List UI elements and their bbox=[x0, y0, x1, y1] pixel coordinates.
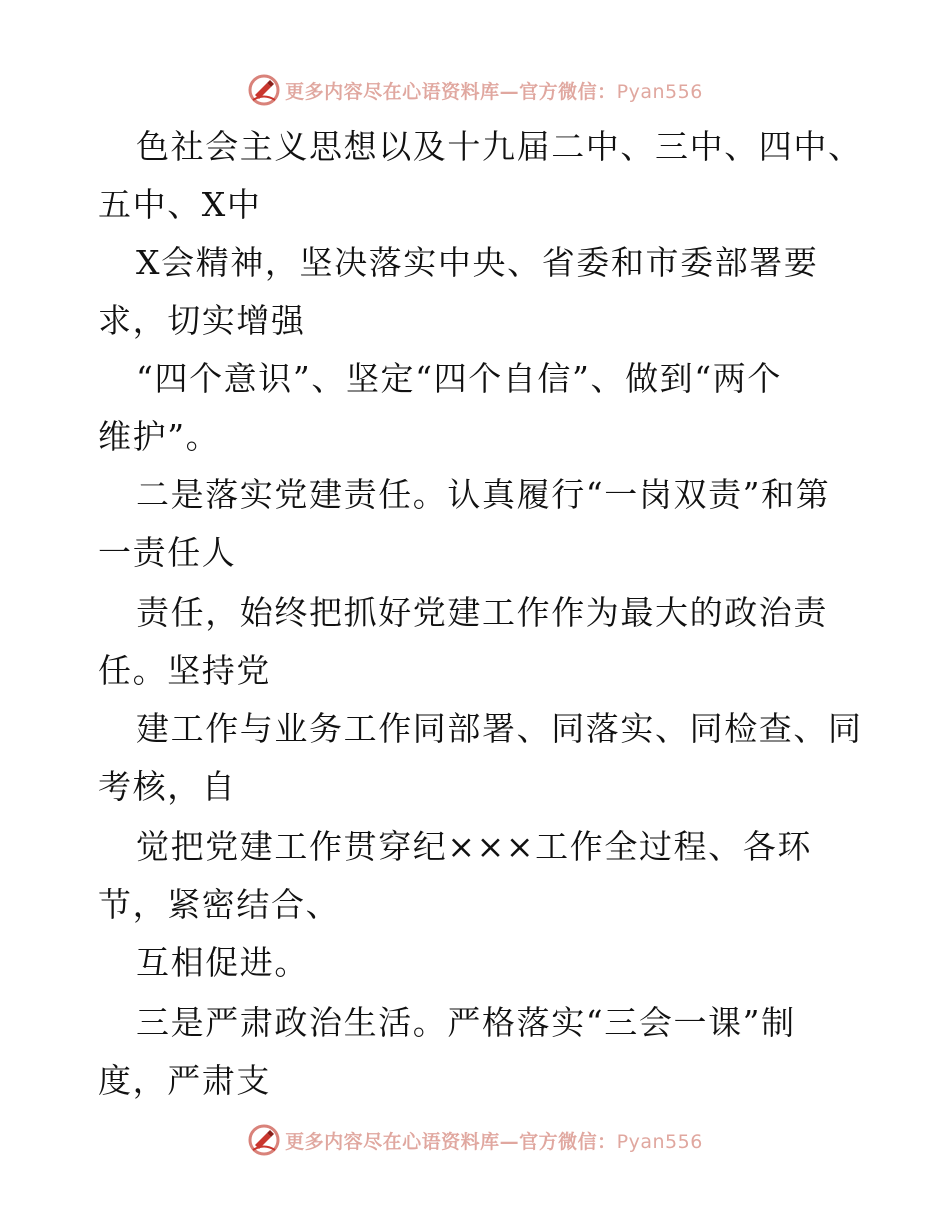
watermark-text: 更多内容尽在心语资料库—官方微信：Pyan556 bbox=[285, 80, 703, 103]
text-line: 五中、X中 bbox=[98, 185, 262, 224]
text-line: 度，严肃支 bbox=[98, 1061, 271, 1100]
text-line: X会精神，坚决落实中央、省委和市委部署要 bbox=[136, 243, 819, 282]
text-line: 一责任人 bbox=[98, 533, 237, 572]
text-line: 任。坚持党 bbox=[98, 651, 271, 690]
text-line: 觉把党建工作贯穿纪×××工作全过程、各环 bbox=[136, 827, 812, 866]
watermark-text: 更多内容尽在心语资料库—官方微信：Pyan556 bbox=[285, 1130, 703, 1153]
text-line: 互相促进。 bbox=[136, 943, 309, 982]
text-line: 考核，自 bbox=[98, 767, 237, 806]
book-pen-logo-icon bbox=[247, 1123, 281, 1157]
book-pen-logo-icon bbox=[247, 73, 281, 107]
text-line: 求，切实增强 bbox=[98, 301, 306, 340]
text-line: 责任，始终把抓好党建工作作为最大的政治责 bbox=[136, 593, 828, 632]
text-line: 节，紧密结合、 bbox=[98, 885, 341, 924]
header-watermark bbox=[0, 70, 950, 110]
text-line: 二是落实党建责任。认真履行“一岗双责”和第 bbox=[136, 475, 831, 514]
text-line: 色社会主义思想以及十九届二中、三中、四中、 bbox=[136, 127, 863, 166]
text-line: 三是严肃政治生活。严格落实“三会一课”制 bbox=[136, 1003, 796, 1042]
footer-watermark bbox=[0, 1120, 950, 1160]
text-line: “四个意识”、坚定“四个自信”、做到“两个 bbox=[136, 359, 782, 398]
text-line: 建工作与业务工作同部署、同落实、同检查、同 bbox=[136, 709, 863, 748]
text-line: 维护”。 bbox=[98, 417, 221, 456]
